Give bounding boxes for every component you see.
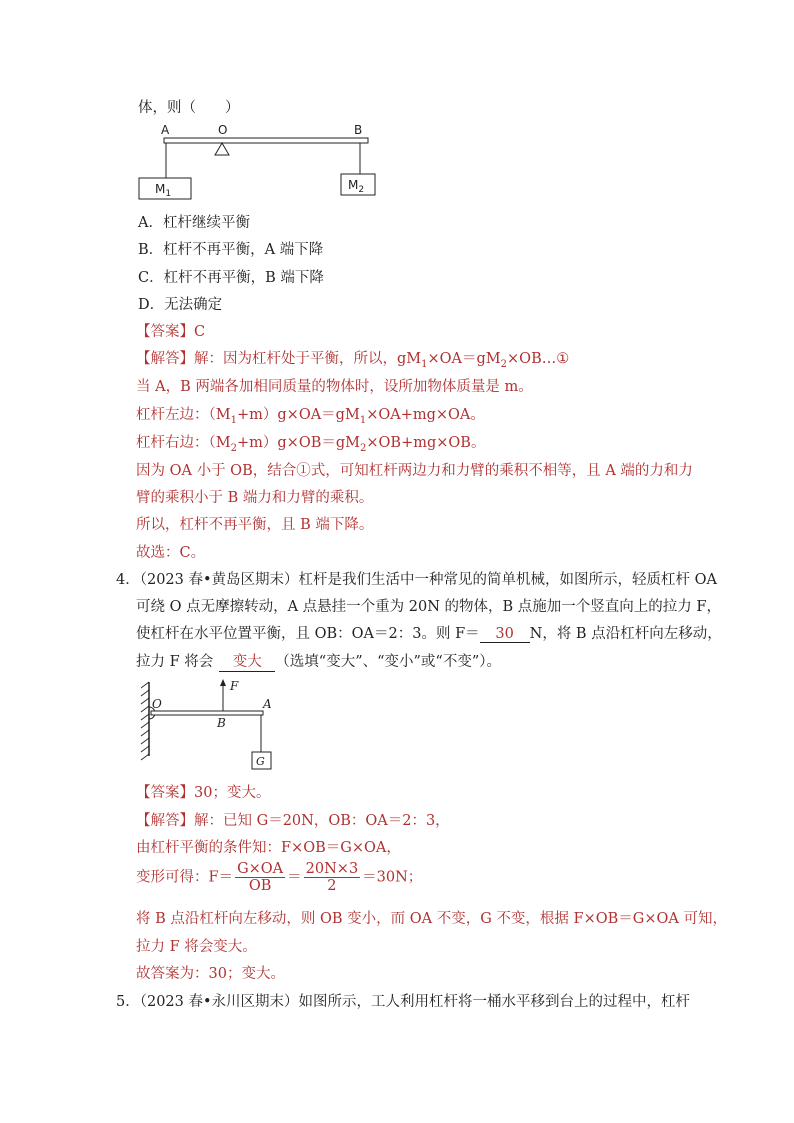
q4-solution-line-3 [136, 861, 422, 894]
q3-mass-1-label: M [155, 182, 166, 196]
q4-line4-pre: 拉力 F 将会 [136, 654, 214, 670]
q4-stem-line-4 [136, 650, 501, 672]
q3-sol3-post: ×OA+mg×OA。 [366, 407, 485, 423]
q3-lever-bar [164, 138, 368, 143]
q4-sol3-pre: 变形可得：F＝ [136, 869, 234, 886]
q4-line3-pre: 使杠杆在水平位置平衡，且 OB：OA＝2：3。则 F＝ [136, 626, 480, 642]
q4-equals: ＝ [287, 869, 302, 886]
q3-sol3-mid: +m）g×OA＝gM [236, 407, 360, 423]
q3-solution-tag: 【解答】 [136, 351, 194, 367]
q3-solution-line-1 [136, 347, 569, 370]
q4-answer-value: 30；变大。 [194, 785, 271, 801]
q3-solution-line-6: 臂的乘积小于 B 端力和力臂的乘积。 [136, 490, 374, 506]
q4-solution-line-4: 将 B 点沿杠杆向左移动，则 OB 变小，而 OA 不变，G 不变，根据 F×OB＝G×OA 可知， [136, 911, 727, 927]
q4-label-a: A [263, 697, 272, 711]
q4-answer-tag: 【答案】 [136, 785, 194, 801]
q4-sol3-post: ＝30N； [362, 869, 423, 886]
q4-answer-blank-2: 变大 [219, 650, 275, 672]
q3-answer-value: C [194, 324, 206, 340]
q3-solution-line-7: 所以，杠杆不再平衡，且 B 端下降。 [136, 517, 374, 533]
q4-label-f: F [230, 679, 239, 693]
q3-sol4-sub1: 2 [230, 442, 237, 454]
q4-answer-blank-1: 30 [480, 626, 530, 643]
q3-sol4-mid: +m）g×OB＝gM [236, 435, 360, 451]
q4-line4-post: （选填“变大”、“变小”或“不变”）。 [275, 654, 502, 670]
q3-sol3-sub2: 1 [359, 414, 367, 426]
q3-mass-1-sub: 1 [165, 189, 172, 199]
q3-sol1-pre: 解：因为杠杆处于平衡，所以，gM [194, 351, 422, 367]
q4-stem-line-2: 可绕 O 点无摩擦转动，A 点悬挂一个重为 20N 的物体，B 点施加一个竖直向上的拉力 F， [136, 599, 721, 615]
q3-sol3-pre: 杠杆左边：（M [136, 407, 231, 423]
q3-sol3-sub1: 1 [230, 414, 237, 426]
q3-option-c: C．杠杆不再平衡，B 端下降 [138, 270, 324, 286]
q4-frac1-numerator: G×OA [237, 861, 284, 877]
q4-frac2-numerator: 20N×3 [305, 861, 359, 877]
q4-solution-line-5: 拉力 F 将会变大。 [136, 939, 257, 955]
q3-option-b: B．杠杆不再平衡，A 端下降 [138, 242, 324, 258]
q3-sol4-pre: 杠杆右边：（M [136, 435, 231, 451]
q4-solution-line-2: 由杠杆平衡的条件知：F×OB＝G×OA， [136, 840, 401, 856]
q3-fulcrum [215, 143, 229, 155]
q4-label-g: G [256, 755, 265, 768]
q3-answer [136, 320, 205, 341]
q3-solution-line-4 [136, 431, 485, 454]
q3-solution-line-5: 因为 OA 小于 OB，结合①式，可知杠杆两边力和力臂的乘积不相等，且 A 端的力和力 [136, 463, 693, 479]
q3-solution-line-8: 故选：C。 [136, 545, 206, 561]
q4-wall-hatch [141, 682, 149, 760]
q3-option-d: D．无法确定 [138, 297, 223, 313]
q4-lever-figure [137, 676, 282, 772]
q3-stem-tail: 体，则（ ） [138, 100, 240, 116]
q4-frac1-denominator: OB [248, 878, 272, 894]
q3-label-b: B [354, 123, 363, 137]
q3-lever-figure [135, 120, 385, 202]
q4-label-b: B [217, 716, 226, 730]
q3-sol1-post: ×OB…① [507, 351, 570, 367]
q3-mass-2-label: M [348, 178, 359, 192]
q3-label-a: A [161, 123, 170, 137]
q3-label-o: O [218, 123, 228, 137]
q3-sol1-mid: ×OA＝gM [427, 351, 501, 367]
q4-frac2-denominator: 2 [327, 878, 337, 894]
q3-sol1-sub1: 1 [421, 358, 428, 370]
q3-option-a: A．杠杆继续平衡 [138, 215, 250, 231]
q3-mass-2-sub: 2 [358, 185, 365, 195]
q4-arrow-head [220, 679, 226, 686]
q4-stem-line-1: 4．（2023 春•黄岛区期末）杠杆是我们生活中一种常见的简单机械，如图所示，轻质杠杆 OA [116, 572, 718, 588]
q4-sol1-text: 解：已知 G＝20N，OB：OA＝2：3， [194, 813, 450, 829]
q3-solution-line-3 [136, 403, 485, 426]
q4-fraction-2 [304, 861, 361, 894]
q4-answer [136, 781, 270, 802]
q3-sol4-sub2: 2 [360, 442, 367, 454]
q4-lever-bar [151, 711, 263, 715]
q4-solution-line-6: 故答案为：30；变大。 [136, 966, 285, 982]
q3-sol1-sub2: 2 [500, 358, 508, 370]
q5-stem-line-1: 5．（2023 春•永川区期末）如图所示，工人利用杠杆将一桶水平移到台上的过程中，杠杆 [116, 994, 691, 1010]
q4-stem-line-3 [136, 622, 722, 643]
q4-solution-tag: 【解答】 [136, 813, 194, 829]
q4-line3-post: N，将 B 点沿杠杆向左移动， [529, 626, 722, 642]
q4-label-o: O [152, 697, 162, 711]
q3-solution-line-2: 当 A，B 两端各加相同质量的物体时，设所加物体质量是 m。 [136, 379, 533, 395]
q3-answer-tag: 【答案】 [136, 324, 194, 340]
q4-solution-line-1 [136, 809, 450, 830]
q3-sol4-post: ×OB+mg×OB。 [366, 435, 486, 451]
q4-fraction-1 [235, 861, 285, 894]
